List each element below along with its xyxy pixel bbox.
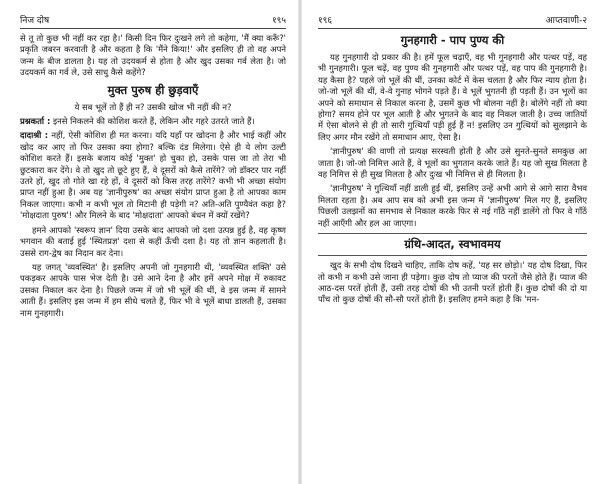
left-paragraph-1: से तू तो कुछ भी नहीं कर रहा है।' किसी दिन फिर दुःखने लगे तो कहेगा, 'मैं क्या करूँ?' प्रकृति जबरन करवाती है और कहता है कि 'मैंने किया!' और इसलिए ही तो वह अपने जन्म के बीज डालता है। यह तो उदयकर्म से होता है और खुद उसका गर्व लेता है। जो उदयकर्म का गर्व ले, उसे साधु कैसे कहेंगे? bbox=[20, 33, 286, 78]
right-header-title: आप्तवाणी-२ bbox=[545, 16, 587, 26]
right-page-number: १९६ bbox=[318, 16, 333, 26]
section-heading-mukt-purush: मुक्त पुरुष ही छुड़वाएँ bbox=[107, 82, 199, 97]
left-page-header bbox=[20, 0, 286, 29]
right-page-header bbox=[318, 0, 587, 29]
right-paragraph-3: 'ज्ञानीपुरुष' ने गुत्थियाँ नहीं डाली हुई थीं, इसलिए उन्हें अभी आगे से आगे सारा वैभव मिलता रहता है। अब आप सब को अभी इस जन्म में 'ज्ञानीपुरुष' मिल गए हैं, इसलिए पिछली उलझनों का समभाव से निकाल करके फिर से नई गाँठें नहीं डालेंगे तो फिर वे गाँठें नहीं आएँगी और हल आ जाएगा। bbox=[318, 183, 587, 228]
left-paragraph-2: हमने आपको 'स्वरूप ज्ञान' दिया उसके बाद आपको जो दशा उत्पन्न हुई है, वह कृष्ण भगवान की बताई हुई 'स्थितप्रज्ञ' दशा से कहीं ऊँची दशा है। यह तो ज्ञान कहलाती है। उससे राग-द्वेष का निदान कर देना। bbox=[20, 224, 286, 258]
questioner-block bbox=[20, 116, 286, 127]
dadashri-text: नहीं, ऐसी कोशिश ही मत करना। यदि यहाँ पर खोदना है और भाई कहीं और खोद कर आए तो फिर उसका क्या होगा? बल्कि दंड मिलेगा। ऐसे ही ये लोग उल्टी कोशिश करते हैं। इसके बजाय कोई 'मुक्त' हो चुका हो, उसके पास जा तो तेरा भी छुटकारा कर देंगे। वे तो खुद तो छूटे हुए हैं, वे दूसरों को कैसे तारेंगे? जो डॉक्टर पार नहीं उतरे हों, खुद तो गोते खा रहे हों, वे दूसरों को किस तरह तारेंगे? कभी भी अच्छा संयोग प्राप्त नहीं हुआ है। अब यह 'ज्ञानीपुरुष' का अच्छा संयोग प्राप्त हुआ है तो आपका काम निकल जाएगा। कभी न कभी भूल तो मिटानी ही पड़ेगी न? अति-अति पुण्यैवंत कहा है? 'मोक्षदाता पुरुष'! और मिलने के बाद 'मोक्षदाता' आपको बंधन में क्यों रखेंगे? bbox=[20, 130, 286, 221]
questioner-text: इनसे निकलने की कोशिश करते हैं, लेकिन और गहरे उतरते जाते हैं। bbox=[53, 116, 255, 127]
section-heading-granthi: ग्रंथि-आदत, स्वभावमय bbox=[318, 233, 587, 256]
questioner-label: प्रश्नकर्ता : bbox=[20, 116, 51, 127]
right-page bbox=[304, 0, 599, 484]
book-gutter bbox=[298, 0, 302, 484]
left-paragraph-3: यह जगत् 'व्यवस्थित' है। इसलिए अपनी जो गुनहगारी थी, 'व्यवस्थित शक्ति' उसे पकड़कर आपके पास भेज देती है। उसे आने देना है और हमें अपने मोक्ष में रुकावट उसका निकाल कर देना है। पिछले जन्म में जो भी भूलें की थीं, वे इस जन्म में सामने आती हैं। इसलिए इस जन्म में हम सीधे चलते हैं, फिर भी वे भूलें बाधा डालती हैं, उसका नाम गुनहगारी। bbox=[20, 261, 286, 318]
dadashri-block bbox=[20, 130, 286, 221]
left-page-number: १९५ bbox=[271, 16, 286, 26]
right-paragraph-2: 'ज्ञानीपुरुष' की वाणी तो प्रत्यक्ष सरस्वती होती है और उसे सुनते-सुनते समकुछ आ जाता है। जो-जो निमित्त आते हैं, वे भूलों का भुगतान करके जाते हैं। यह जो सुख मिलता है वह निमित्त से ही सुख मिलता है और दुःख भी निमित्त से ही मिलता है। bbox=[318, 146, 587, 180]
left-question-line: ये सब भूलें तो हैं ही न? उसकी खोज भी नहीं की न? bbox=[74, 101, 232, 112]
right-paragraph-1: यह गुनहगारी दो प्रकार की है। हमें फूल चढ़ाएँ, वह भी गुनहगारी और पत्थर पड़ें, वह भी गुनहगारी। फूल चढ़ें, वह पुण्य की गुनहगारी और पत्थर पड़ें, वह पाप की गुनहगारी है। यह कैसा है? पहले जो भूलें की थीं, उनका कोर्ट में केस चलता है और फिर न्याय होता है। जो-जो भूलें की थीं, वे-वे गुनाह भोगने पड़ते हैं। वे भूलें भुगतनी ही पड़ती हैं। उन भूलों का अपने को समाधान से निकाल करना है, उसमें कुछ भी बोलना नहीं है। बोलेंगे नहीं तो क्या होगा? समय होने पर भूल आती है और भुगतने के बाद वह निकल जाती है। उच्च जातियों में ऐसा बोलने से ही तो सारी गुत्थियाँ पड़ी हुई हैं न! इसलिए उन गुत्थियों को सुलझाने के लिए अगर मौन रखेंगे तो समाधान आए, ऐसा है। bbox=[318, 52, 587, 142]
right-paragraph-4: खुद के सभी दोष दिखने चाहिए, ताकि दोष कहें, 'यह सर छोड़ो।' यह दोष दिखा, फिर तो कभी न कभी उसे जाना ही पड़ेगा। कुछ दोष तो प्याज की परतों जैसे होते हैं। प्याज की आठ-दस परतें होती हैं, उसी तरह दोषों की भी उतनी परतें होती हैं। कुछ दोषों की दो या पाँच तो कुछ दोषों की सौ-सौ परतें होती हैं। इसलिए हमने कहा है कि 'मन- bbox=[318, 260, 587, 305]
dadashri-label: दादाश्री : bbox=[20, 130, 49, 141]
section-heading-gunahgari: गुनहगारी - पाप पुण्य की bbox=[400, 33, 505, 47]
left-page bbox=[0, 0, 296, 484]
left-header-title: निज दोष bbox=[20, 16, 50, 26]
